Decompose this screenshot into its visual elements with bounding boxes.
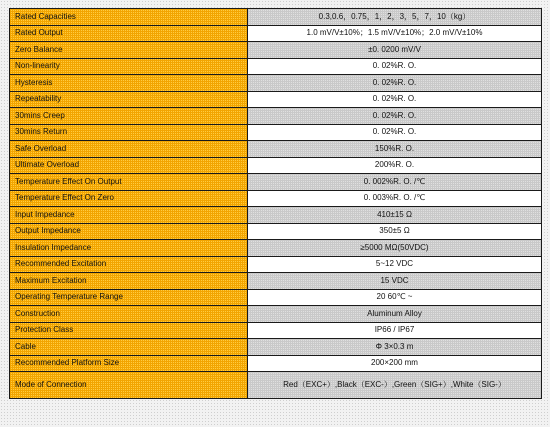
table-row [10,355,542,372]
row-label: Insulation Impedance [10,240,248,257]
table-row [10,108,542,125]
table-row [10,306,542,323]
table-row [10,91,542,108]
row-value: 0. 02%R. O. [248,108,542,125]
table-row [10,75,542,92]
row-value: 0. 002%R. O. /℃ [248,174,542,191]
row-label: Mode of Connection [10,372,248,399]
table-row [10,372,542,399]
row-label: Safe Overload [10,141,248,158]
row-label: Recommended Excitation [10,256,248,273]
row-value: ±0. 0200 mV/V [248,42,542,59]
row-value: 0. 003%R. O. /℃ [248,190,542,207]
row-label: Maximum Excitation [10,273,248,290]
row-value: 0.3,0.6，0.75，1，2，3，5，7，10（kg） [248,9,542,26]
row-label: Zero Balance [10,42,248,59]
row-value: 150%R. O. [248,141,542,158]
row-value: 200%R. O. [248,157,542,174]
table-row [10,273,542,290]
row-label: Ultimate Overload [10,157,248,174]
table-row [10,174,542,191]
row-value: 1.0 mV/V±10%；1.5 mV/V±10%；2.0 mV/V±10% [248,25,542,42]
row-label: Recommended Platform Size [10,355,248,372]
row-value: 0. 02%R. O. [248,58,542,75]
table-row [10,42,542,59]
table-row [10,190,542,207]
table-row [10,58,542,75]
row-label: Rated Output [10,25,248,42]
row-label: 30mins Return [10,124,248,141]
table-row [10,322,542,339]
row-label: Temperature Effect On Output [10,174,248,191]
row-value: 0. 02%R. O. [248,91,542,108]
row-value: 410±15 Ω [248,207,542,224]
row-label: Construction [10,306,248,323]
row-label: Output Impedance [10,223,248,240]
table-row [10,124,542,141]
row-label: 30mins Creep [10,108,248,125]
row-value: 20 60℃ ~ [248,289,542,306]
table-row [10,157,542,174]
table-row [10,223,542,240]
row-value: IP66 / IP67 [248,322,542,339]
row-value: 15 VDC [248,273,542,290]
table-row [10,289,542,306]
row-label: Non-linearity [10,58,248,75]
table-row [10,240,542,257]
table-row [10,339,542,356]
specifications-table [9,8,542,399]
row-value: 5~12 VDC [248,256,542,273]
table-row [10,25,542,42]
row-label: Repeatability [10,91,248,108]
row-label: Protection Class [10,322,248,339]
row-value: 350±5 Ω [248,223,542,240]
table-row [10,141,542,158]
row-value: 200×200 mm [248,355,542,372]
row-value: Red（EXC+）,Black（EXC-）,Green（SIG+）,White（SIG-） [248,372,542,399]
table-row [10,9,542,26]
row-value: Φ 3×0.3 m [248,339,542,356]
row-value: ≥5000 MΩ(50VDC) [248,240,542,257]
row-label: Temperature Effect On Zero [10,190,248,207]
table-row [10,256,542,273]
table-row [10,207,542,224]
row-label: Hysteresis [10,75,248,92]
row-label: Operating Temperature Range [10,289,248,306]
row-value: 0. 02%R. O. [248,124,542,141]
row-value: 0. 02%R. O. [248,75,542,92]
row-label: Rated Capacities [10,9,248,26]
row-label: Input Impedance [10,207,248,224]
row-value: Aluminum Alloy [248,306,542,323]
row-label: Cable [10,339,248,356]
